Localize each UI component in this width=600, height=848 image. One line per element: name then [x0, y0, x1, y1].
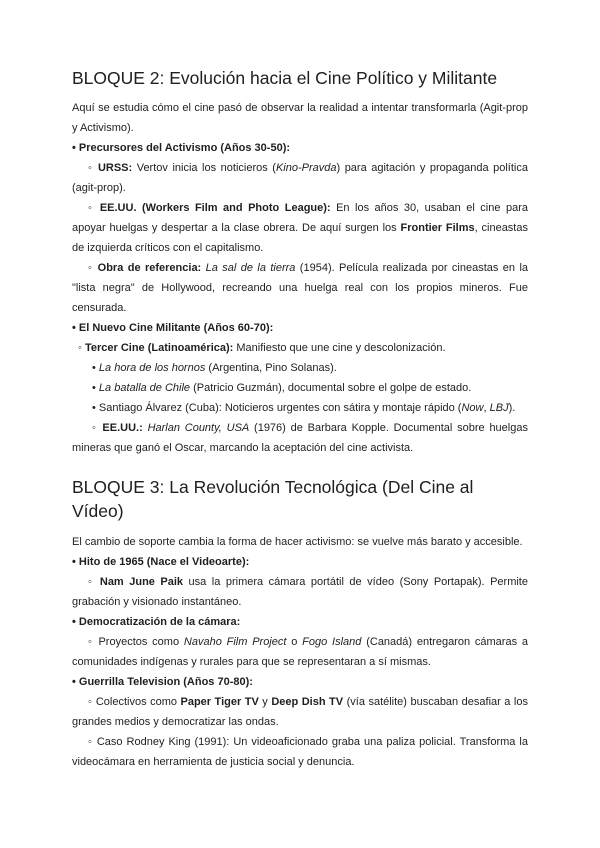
item-obra-referencia — [72, 258, 528, 318]
text-harlan: (1976) de Barbara Kopple. Documental sobre huelgas mineras que ganó el Oscar, marcando la aceptación del cine activista. — [72, 422, 528, 454]
circle-bullet-icon: ◦ — [88, 576, 100, 588]
label-obra-referencia: Obra de referencia: — [97, 262, 202, 274]
heading-nuevo-cine-militante: • El Nuevo Cine Militante (Años 60-70): — [72, 322, 274, 334]
item-santiago-alvarez — [72, 398, 528, 418]
circle-bullet-icon: ◦ — [92, 422, 103, 434]
item-colectivos — [72, 692, 528, 732]
item-la-batalla-de-chile — [72, 378, 528, 398]
name-nam-june-paik: Nam June Paik — [99, 576, 184, 588]
title-la-hora-de-los-hornos: La hora de los hornos — [98, 362, 206, 374]
item-nam-june-paik — [72, 572, 528, 612]
bullet-icon: • — [92, 362, 99, 374]
heading-guerrilla-television: • Guerrilla Television (Años 70-80): — [72, 676, 253, 688]
item-tercer-cine — [72, 338, 528, 358]
text-urss-1: Vertov inicia los noticieros ( — [132, 162, 276, 174]
text-nam-june: usa la primera cámara portátil de vídeo (Sony Portapak). Permite grabación y visionado instantáneo. — [72, 576, 528, 608]
text-ref: (1954). Película realizada por cineastas en la "lista negra" de Hollywood, recreando una huelga real con los propios mineros. Fue censurada. — [72, 262, 529, 314]
text-santiago-3: ). — [508, 402, 516, 414]
circle-bullet-icon: ◦ — [88, 262, 98, 274]
text-eeuu-1: En los años 30, usaban el cine para apoyar huelgas y despertar a la clase obrera. De aquí surgen los — [72, 202, 528, 234]
text-proyectos-2: o — [286, 636, 303, 648]
text-santiago-2: , — [483, 402, 490, 414]
title-now: Now — [461, 402, 484, 414]
section-title-bloque-2: BLOQUE 2: Evolución hacia el Cine Político y Militante — [72, 68, 498, 88]
title-la-batalla-de-chile: La batalla de Chile — [98, 382, 191, 394]
paragraph-intro-bloque-2: Aquí se estudia cómo el cine pasó de observar la realidad a intentar transformarla (Agit-prop y Activismo). — [72, 102, 528, 134]
text-proyectos-1: ◦ Proyectos como — [88, 636, 184, 648]
text-eeuu-2: , cineastas de izquierda críticos con el capitalismo. — [72, 222, 528, 254]
title-fogo-island: Fogo Island — [302, 636, 362, 648]
section-title-bloque-3: BLOQUE 3: La Revolución Tecnológica (Del Cine al Vídeo) — [72, 477, 474, 521]
label-eeuu-workers: EE.UU. (Workers Film and Photo League): — [99, 202, 331, 214]
heading-democratizacion: • Democratización de la cámara: — [72, 616, 241, 628]
document-page — [72, 66, 528, 772]
bullet-icon: • — [92, 382, 99, 394]
heading-hito-1965: • Hito de 1965 (Nace el Videoarte): — [72, 556, 250, 568]
title-la-sal-de-la-tierra: La sal de la tierra — [205, 262, 296, 274]
circle-bullet-icon: ◦ — [88, 162, 98, 174]
item-rodney-king: ◦ Caso Rodney King (1991): Un videoaficionado graba una paliza policial. Transforma la videocámara en herramienta de justicia social y denuncia. — [72, 736, 528, 768]
text-colectivos-3: (vía satélite) buscaban desafiar a los grandes medios y democratizar las ondas. — [72, 696, 528, 728]
title-harlan-county: Harlan County, USA — [147, 422, 250, 434]
title-kino-pravda: Kino-Pravda — [275, 162, 337, 174]
text-la-batalla: (Patricio Guzmán), documental sobre el golpe de estado. — [190, 382, 472, 394]
title-navaho-film-project: Navaho Film Project — [183, 636, 287, 648]
text-proyectos-3: (Canadá) entregaron cámaras a comunidades indígenas y rurales para que se representaran a sí mismas. — [72, 636, 528, 668]
item-la-hora-de-los-hornos — [72, 358, 528, 378]
heading-precursores: • Precursores del Activismo (Años 30-50): — [72, 142, 291, 154]
text-urss-2: ) para agitación y propaganda política (agit-prop). — [72, 162, 528, 194]
item-proyectos — [72, 632, 528, 672]
circle-bullet-icon: ◦ — [78, 342, 85, 354]
title-lbj: LBJ — [489, 402, 509, 414]
name-paper-tiger-tv: Paper Tiger TV — [180, 696, 259, 708]
item-urss — [72, 158, 528, 198]
item-eeuu-workers — [72, 198, 528, 258]
paragraph-intro-bloque-3: El cambio de soporte cambia la forma de hacer activismo: se vuelve más barato y accesible. — [72, 536, 523, 548]
label-urss: URSS: — [97, 162, 133, 174]
name-frontier-films: Frontier Films — [400, 222, 475, 234]
item-harlan-county — [72, 418, 528, 458]
circle-bullet-icon: ◦ — [88, 202, 100, 214]
text-colectivos-2: y — [258, 696, 272, 708]
text-colectivos-1: ◦ Colectivos como — [88, 696, 181, 708]
label-eeuu: EE.UU.: — [102, 422, 143, 434]
text-santiago-1: • Santiago Álvarez (Cuba): Noticieros urgentes con sátira y montaje rápido ( — [92, 402, 462, 414]
name-deep-dish-tv: Deep Dish TV — [271, 696, 344, 708]
text-la-hora: (Argentina, Pino Solanas). — [205, 362, 337, 374]
text-tercer-cine: Manifiesto que une cine y descolonización. — [233, 342, 446, 354]
label-tercer-cine: Tercer Cine (Latinoamérica): — [84, 342, 234, 354]
